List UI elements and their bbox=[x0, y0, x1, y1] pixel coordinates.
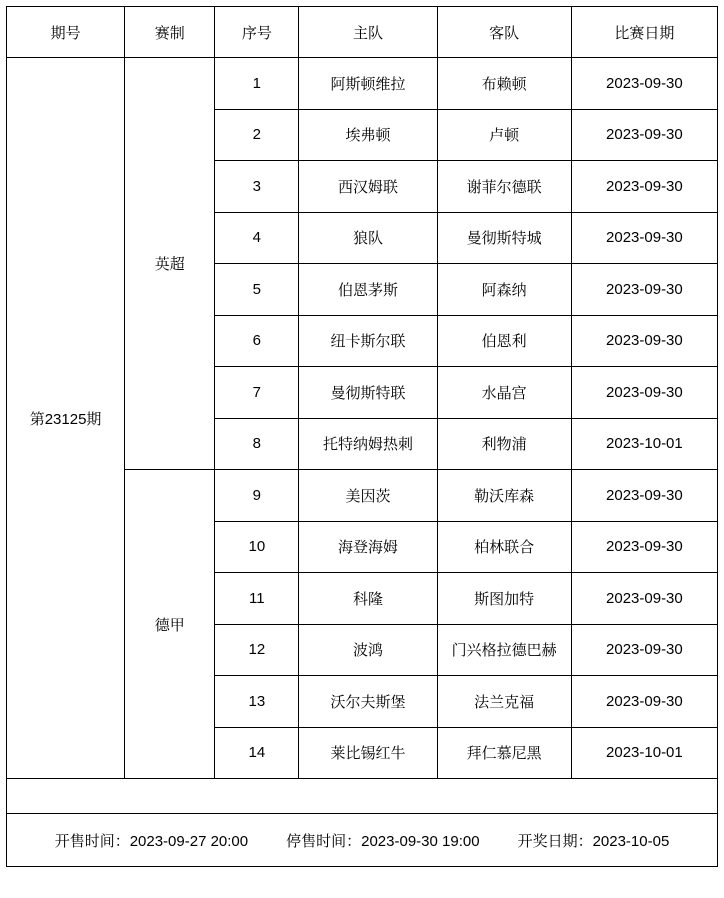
header-issue: 期号 bbox=[7, 7, 125, 58]
lottery-schedule-page bbox=[0, 6, 724, 898]
home-team: 沃尔夫斯堡 bbox=[299, 676, 437, 728]
home-team: 美因茨 bbox=[299, 470, 437, 522]
match-date: 2023-10-01 bbox=[571, 727, 717, 779]
away-team: 卢顿 bbox=[437, 109, 571, 161]
match-date: 2023-09-30 bbox=[571, 573, 717, 625]
match-no: 6 bbox=[215, 315, 299, 367]
away-team: 阿森纳 bbox=[437, 264, 571, 316]
match-date: 2023-09-30 bbox=[571, 470, 717, 522]
match-date: 2023-09-30 bbox=[571, 161, 717, 213]
away-team: 谢菲尔德联 bbox=[437, 161, 571, 213]
match-no: 2 bbox=[215, 109, 299, 161]
match-date: 2023-09-30 bbox=[571, 212, 717, 264]
header-away: 客队 bbox=[437, 7, 571, 58]
match-no: 7 bbox=[215, 367, 299, 419]
match-no: 10 bbox=[215, 521, 299, 573]
league-cell-premier: 英超 bbox=[125, 58, 215, 470]
home-team: 莱比锡红牛 bbox=[299, 727, 437, 779]
home-team: 埃弗顿 bbox=[299, 109, 437, 161]
away-team: 柏林联合 bbox=[437, 521, 571, 573]
match-date: 2023-09-30 bbox=[571, 367, 717, 419]
home-team: 伯恩茅斯 bbox=[299, 264, 437, 316]
match-date: 2023-09-30 bbox=[571, 58, 717, 110]
sale-end-time: 停售时间：2023-09-30 19:00 bbox=[286, 832, 480, 850]
match-no: 5 bbox=[215, 264, 299, 316]
home-team: 西汉姆联 bbox=[299, 161, 437, 213]
match-date: 2023-10-01 bbox=[571, 418, 717, 470]
away-team: 水晶宫 bbox=[437, 367, 571, 419]
away-team: 伯恩利 bbox=[437, 315, 571, 367]
home-team: 波鸿 bbox=[299, 624, 437, 676]
away-team: 斯图加特 bbox=[437, 573, 571, 625]
match-date: 2023-09-30 bbox=[571, 624, 717, 676]
league-cell-bundesliga: 德甲 bbox=[125, 470, 215, 779]
away-team: 法兰克福 bbox=[437, 676, 571, 728]
match-date: 2023-09-30 bbox=[571, 315, 717, 367]
match-schedule-table bbox=[6, 6, 718, 867]
match-date: 2023-09-30 bbox=[571, 676, 717, 728]
footer-cell bbox=[7, 814, 718, 867]
home-team: 曼彻斯特联 bbox=[299, 367, 437, 419]
home-team: 科隆 bbox=[299, 573, 437, 625]
home-team: 海登海姆 bbox=[299, 521, 437, 573]
home-team: 纽卡斯尔联 bbox=[299, 315, 437, 367]
spacer-cell bbox=[7, 779, 718, 814]
match-no: 8 bbox=[215, 418, 299, 470]
away-team: 勒沃库森 bbox=[437, 470, 571, 522]
spacer-row bbox=[7, 779, 718, 814]
table-body bbox=[7, 58, 718, 867]
match-no: 14 bbox=[215, 727, 299, 779]
match-date: 2023-09-30 bbox=[571, 109, 717, 161]
header-no: 序号 bbox=[215, 7, 299, 58]
match-no: 4 bbox=[215, 212, 299, 264]
away-team: 利物浦 bbox=[437, 418, 571, 470]
home-team: 托特纳姆热刺 bbox=[299, 418, 437, 470]
header-home: 主队 bbox=[299, 7, 437, 58]
home-team: 阿斯顿维拉 bbox=[299, 58, 437, 110]
home-team: 狼队 bbox=[299, 212, 437, 264]
match-no: 3 bbox=[215, 161, 299, 213]
away-team: 曼彻斯特城 bbox=[437, 212, 571, 264]
match-date: 2023-09-30 bbox=[571, 264, 717, 316]
header-date: 比赛日期 bbox=[571, 7, 717, 58]
away-team: 门兴格拉德巴赫 bbox=[437, 624, 571, 676]
match-date: 2023-09-30 bbox=[571, 521, 717, 573]
table-row bbox=[7, 58, 718, 110]
match-no: 9 bbox=[215, 470, 299, 522]
match-no: 12 bbox=[215, 624, 299, 676]
footer-row bbox=[7, 814, 718, 867]
issue-cell: 第23125期 bbox=[7, 58, 125, 779]
match-no: 1 bbox=[215, 58, 299, 110]
header-league: 赛制 bbox=[125, 7, 215, 58]
draw-date: 开奖日期：2023-10-05 bbox=[517, 832, 670, 850]
sale-start-time: 开售时间：2023-09-27 20:00 bbox=[54, 832, 249, 850]
match-no: 11 bbox=[215, 573, 299, 625]
header-row bbox=[7, 7, 718, 58]
away-team: 布赖顿 bbox=[437, 58, 571, 110]
table-header bbox=[7, 7, 718, 58]
away-team: 拜仁慕尼黑 bbox=[437, 727, 571, 779]
match-no: 13 bbox=[215, 676, 299, 728]
